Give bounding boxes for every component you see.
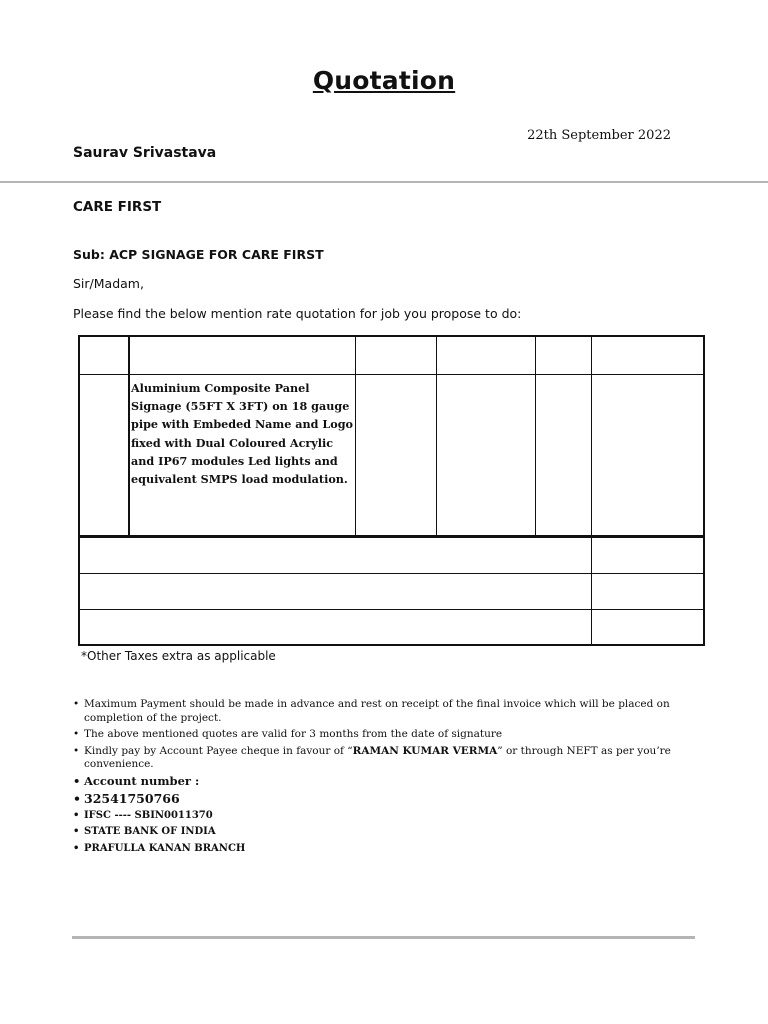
cheque-term xyxy=(73,745,693,772)
ifsc-code-text: IFSC ---- SBIN0011370 xyxy=(84,809,213,821)
table-row-divider xyxy=(80,573,703,574)
subject-line: Sub: ACP SIGNAGE FOR CARE FIRST xyxy=(73,247,324,262)
table-body-divider xyxy=(80,535,703,538)
table-row-divider xyxy=(80,609,703,610)
table-column-divider xyxy=(535,337,536,536)
taxes-note: *Other Taxes extra as applicable xyxy=(81,649,276,663)
terms-list xyxy=(73,698,693,858)
item-description: Aluminium Composite Panel Signage (55FT X 3FT) on 18 gauge pipe with Embeded Name and Logo fixed with Dual Coloured Acrylic and IP67 modules Led lights and equivalent SMPS load modulation. xyxy=(131,381,353,487)
table-column-divider xyxy=(355,337,356,536)
account-number xyxy=(73,792,693,806)
account-number-text: 32541750766 xyxy=(84,791,180,806)
ifsc-code xyxy=(73,809,693,823)
footer-divider xyxy=(72,936,695,939)
table-column-divider xyxy=(128,337,130,536)
salutation: Sir/Madam, xyxy=(73,276,144,291)
quotation-date: 22th September 2022 xyxy=(527,128,671,143)
document-title: Quotation xyxy=(312,66,456,95)
payment-term-text: Maximum Payment should be made in advance and rest on receipt of the final invoice which will be placed on completion of the project. xyxy=(84,698,670,724)
bank-name-text: STATE BANK OF INDIA xyxy=(84,826,216,837)
validity-term xyxy=(73,728,693,742)
bank-name xyxy=(73,825,693,839)
payee-name: RAMAN KUMAR VERMA xyxy=(352,744,498,757)
cheque-term-suffix: ” or through NEFT as per you’re convenience. xyxy=(84,744,671,770)
header-divider xyxy=(0,181,768,183)
validity-term-text: The above mentioned quotes are valid for 3 months from the date of signature xyxy=(84,728,503,740)
sender-name: Saurav Srivastava xyxy=(73,145,217,161)
table-column-divider xyxy=(591,337,592,646)
cheque-term-prefix: Kindly pay by Account Payee cheque in favour of “ xyxy=(84,744,353,757)
intro-text: Please find the below mention rate quotation for job you propose to do: xyxy=(73,306,522,321)
account-label xyxy=(73,775,693,789)
payment-term xyxy=(73,698,693,725)
branch-name-text: PRAFULLA KANAN BRANCH xyxy=(84,842,246,854)
table-header-divider xyxy=(80,374,703,375)
account-label-text: Account number : xyxy=(84,773,200,788)
quotation-table xyxy=(78,335,705,646)
table-column-divider xyxy=(436,337,437,536)
branch-name xyxy=(73,842,693,856)
recipient-company: CARE FIRST xyxy=(73,199,162,215)
